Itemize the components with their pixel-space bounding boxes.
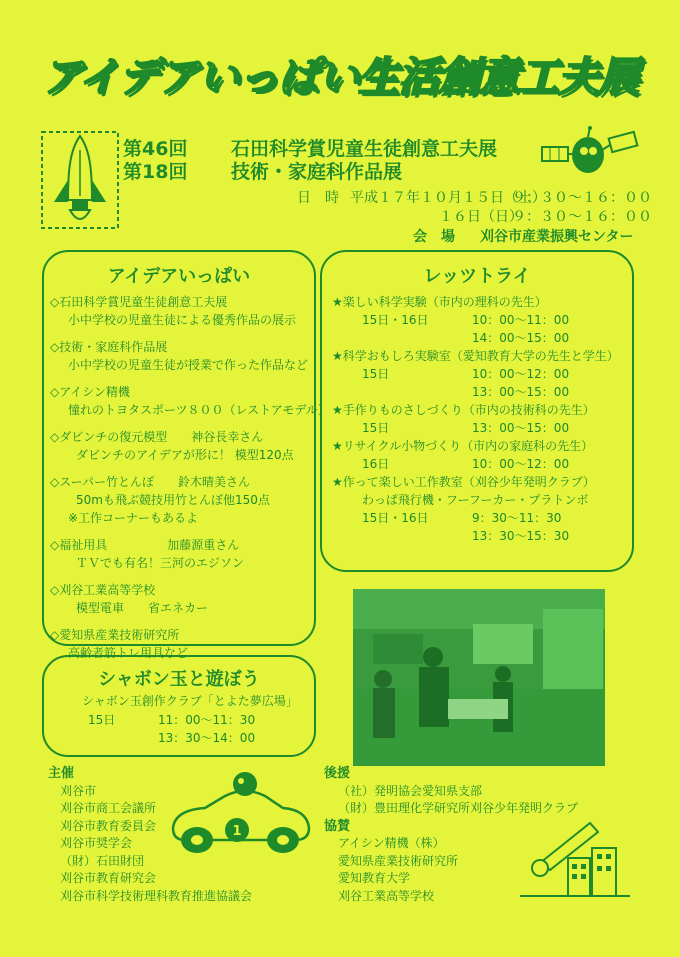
try-item-note: わっぱ飛行機・フーフーカー・プラトンボ [362,493,589,507]
try-list: ★楽しい科学実験（市内の理科の先生） 15日・16日 10：00～11：00 14：00～15：00 ★科学おもしろ実験室（愛知教育大学の先生と学生） 15日 10：00～12：00 13：00～15：00 ★手作りものさしづくり（市内の技術科の先生） 15日 13：00～15：00 ★リサイクル小物づくり（市内の家庭科の先生） 16日 10：00～12：00 ★作って楽しい工作教室（刈谷少年発明クラブ） わっぱ飛行機・フーフーカー・プラトンボ 15日・16日 9：30～11：30 13：30～15：30 [332,292,619,544]
try-heading: レッツトライ [423,266,531,287]
date-label: 日 時 [297,190,339,206]
idea-item-title: ◇愛知県産業技術研究所 [50,628,180,642]
bubble-time-2: 13：30～14：00 [158,731,256,745]
race-car-icon [165,768,315,858]
rocket-icon [40,130,120,230]
try-item-title: ★科学おもしろ実験室（愛知教育大学の先生と学生） [332,349,619,363]
idea-item-title: ◇刈谷工業高等学校 [50,583,156,597]
bubble-day: 15日 [88,713,116,727]
bubble-heading: シャボン玉と遊ぼう [98,669,260,690]
idea-item-title: ◇スーパー竹とんぼ 鈴木晴美さん [50,475,251,489]
idea-item-title: ◇福祉用具 加藤源重さん [50,538,240,552]
try-item-title: ★リサイクル小物づくり（市内の家庭科の先生） [332,439,594,453]
subtitle-18: 第18回 技術・家庭科作品展 [123,161,403,183]
exhibition-photo [353,589,605,766]
venue-label: 会 場 [413,229,455,245]
bubble-club: シャボン玉創作クラブ「とよた夢広場」 [82,694,298,708]
try-item-title: ★作って楽しい工作教室（刈谷少年発明クラブ） [332,475,595,489]
time-day2: ９：３０～１６：００ [512,209,652,225]
car-number: 1 [232,824,242,839]
idea-item-desc: 小中学校の児童生徒が授業で作った作品など [68,358,309,372]
idea-item-desc: 憧れのトヨタスポーツ８００（レストアモデル） [68,403,330,417]
try-item-title: ★手作りものさしづくり（市内の技術科の先生） [332,403,595,417]
subtitle-46: 第46回 石田科学賞児童生徒創意工夫展 [123,138,498,160]
idea-item-desc: ＴＶでも有名！三河のエジソン [76,556,245,570]
bubble-time-1: 11：00～11：30 [158,713,256,727]
idea-item-desc: 小中学校の児童生徒による優秀作品の展示 [68,313,297,327]
idea-item-desc: 模型電車 省エネカー [76,601,209,615]
idea-item-title: ◇アイシン精機 [50,385,130,399]
idea-item-desc: 高齢者筋トレ用具など [68,646,189,660]
satellite-icon [540,125,640,185]
date-day1: 平成１７年１０月１５日（土） [350,190,546,206]
organizers-heading: 主催 [48,766,75,781]
organizers: 主催 刈谷市 刈谷市商工会議所 刈谷市教育委員会 刈谷市奨学会 （財）石田財団 刈谷市教育研究会 刈谷市科学技術理科教育推進協議会 [48,766,253,903]
supporters: 後援 （社）発明協会愛知県支部 （財）豊田理化学研究所刈谷少年発明クラブ 協賛 アイシン精機（株） 愛知県産業技術研究所 愛知教育大学 刈谷工業高等学校 [324,766,579,903]
idea-heading: アイデアいっぱい [107,266,251,287]
idea-item-title: ◇技術・家庭科作品展 [50,340,168,354]
observatory-icon [520,818,630,898]
time-day1: ９：３０～１６：００ [512,190,652,206]
idea-item-desc: 50mも飛ぶ競技用竹とんぼ他150点 [76,493,270,507]
idea-item-desc: ダビンチのアイデアが形に！ 模型120点 [76,448,294,462]
idea-item-desc: ※工作コーナーもあるよ [68,511,199,525]
idea-list [50,293,330,662]
flyer-title: アイデアいっぱい生活創意工夫展 [41,53,639,101]
sponsors-heading: 協賛 [324,818,351,834]
idea-item-title: ◇石田科学賞児童生徒創意工夫展 [50,295,228,309]
supporters-heading: 後援 [324,766,351,781]
venue-name: 刈谷市産業振興センター [480,229,634,245]
date-day2: １６日（日） [439,209,523,225]
idea-item-title: ◇ダビンチの復元模型 神谷長幸さん [50,430,264,444]
try-item-title: ★楽しい科学実験（市内の理科の先生） [332,295,547,309]
